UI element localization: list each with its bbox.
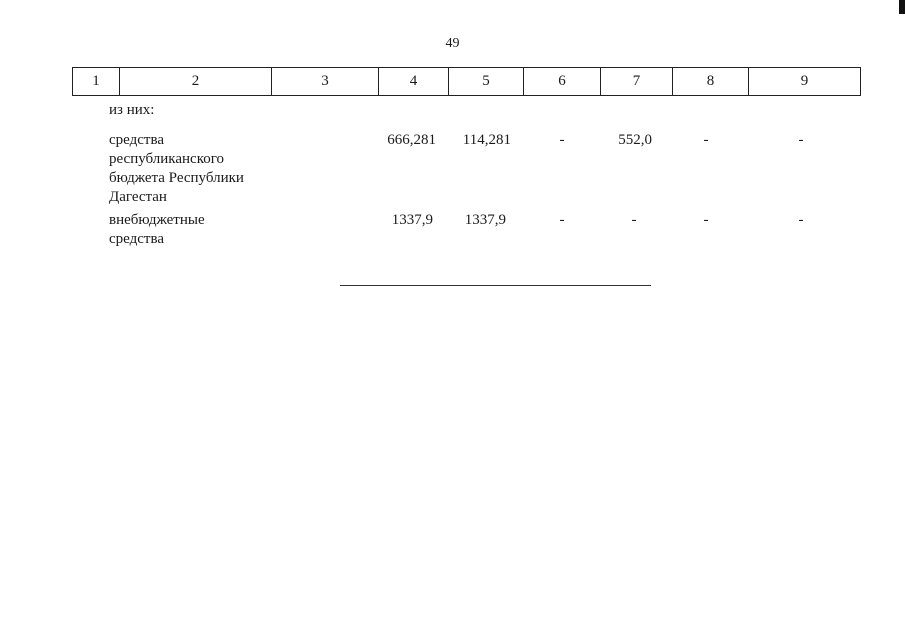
row2-col4-value: 1337,9 [391,212,433,228]
section-intro: из них: [109,102,155,118]
row1-col9-value: - [798,132,804,148]
row-label-line: средства [109,132,165,148]
page-number: 49 [445,36,460,51]
header-cell-5: 5 [449,68,524,96]
row2-col7-value: - [631,212,637,228]
header-cell-1: 1 [73,68,120,96]
row2-col6-value: - [559,212,565,228]
header-cell-9: 9 [749,68,861,96]
header-row [73,68,861,96]
row1-col4-value: 666,281 [387,132,436,148]
row-label-line: бюджета Республики [109,170,244,186]
scan-edge-mark [899,0,905,14]
row-label-republican-budget [109,131,274,207]
row1-col6-value: - [559,132,565,148]
row1-col7-value: 552,0 [618,132,652,148]
header-cell-3: 3 [272,68,379,96]
row2-col5-value: 1337,9 [464,212,506,228]
row-label-line: республиканского [109,151,224,167]
header-cell-8: 8 [673,68,749,96]
header-cell-6: 6 [524,68,601,96]
row1-col5-value: 114,281 [462,132,511,148]
header-cell-2: 2 [120,68,272,96]
row-label-extrabudgetary [109,211,274,249]
row1-col8-value: - [703,132,709,148]
row-label-line: Дагестан [109,189,167,205]
column-number-header [72,67,861,96]
row2-col9-value: - [798,212,804,228]
document-end-rule [340,285,651,286]
row2-col8-value: - [703,212,709,228]
row-label-line: средства [109,231,165,247]
header-cell-4: 4 [379,68,449,96]
header-cell-7: 7 [601,68,673,96]
row-label-line: внебюджетные [109,212,205,228]
